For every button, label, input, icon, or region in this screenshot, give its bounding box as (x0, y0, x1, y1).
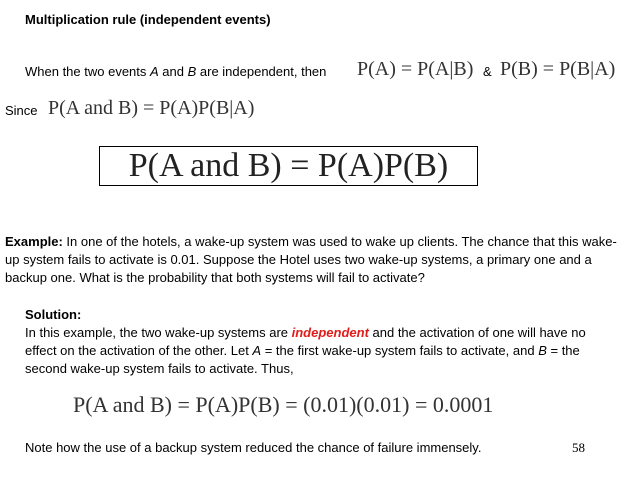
page-number: 58 (572, 440, 585, 455)
intro-suffix: are independent, then (196, 64, 327, 79)
event-b: B (187, 64, 197, 79)
example-paragraph (5, 233, 630, 287)
var-a: A (252, 343, 262, 358)
var-b: B (538, 343, 547, 358)
solution-part3: = the first wake-up system fails to activate, and (261, 343, 539, 358)
example-label: Example: (5, 234, 63, 249)
formula-pb-equals-pbgivena: P(B) = P(B|A) (500, 58, 616, 80)
closing-note: Note how the use of a backup system reduced the chance of failure immensely. (25, 440, 482, 455)
solution-text (25, 324, 595, 378)
boxed-formula: P(A and B) = P(A)P(B) (128, 147, 449, 184)
independent-highlight: independent (291, 325, 369, 340)
solution-part1: In this example, the two wake-up systems are (25, 325, 292, 340)
final-calculation-formula: P(A and B) = P(A)P(B) = (0.01)(0.01) = 0.0001 (73, 392, 494, 417)
event-a: A (150, 64, 159, 79)
formula-pa-equals-pagivenb: P(A) = P(A|B) (357, 58, 474, 80)
formula-general-multiplication: P(A and B) = P(A)P(B|A) (48, 97, 255, 119)
solution-part4: = the second wake-up system fails to activate. Thus, (25, 343, 580, 376)
intro-prefix: When the two events (25, 64, 151, 79)
solution-block (25, 306, 595, 378)
slide-title: Multiplication rule (independent events) (25, 12, 271, 27)
ampersand: & (483, 64, 492, 79)
boxed-formula-frame (99, 146, 478, 186)
solution-part2: and the activation of one will have no effect on the activation of the other. Let (25, 325, 586, 358)
intro-mid: and (158, 64, 188, 79)
solution-label: Solution: (25, 307, 82, 322)
independence-condition-text (25, 64, 326, 79)
since-label: Since (5, 103, 38, 118)
example-text: In one of the hotels, a wake-up system was used to wake up clients. The chance that this wake-up system fails to activate is 0.01. Suppose the Hotel uses two wake-up systems, a primary one and a backup one. What is the probability that both systems will fail to activate? (5, 234, 617, 285)
